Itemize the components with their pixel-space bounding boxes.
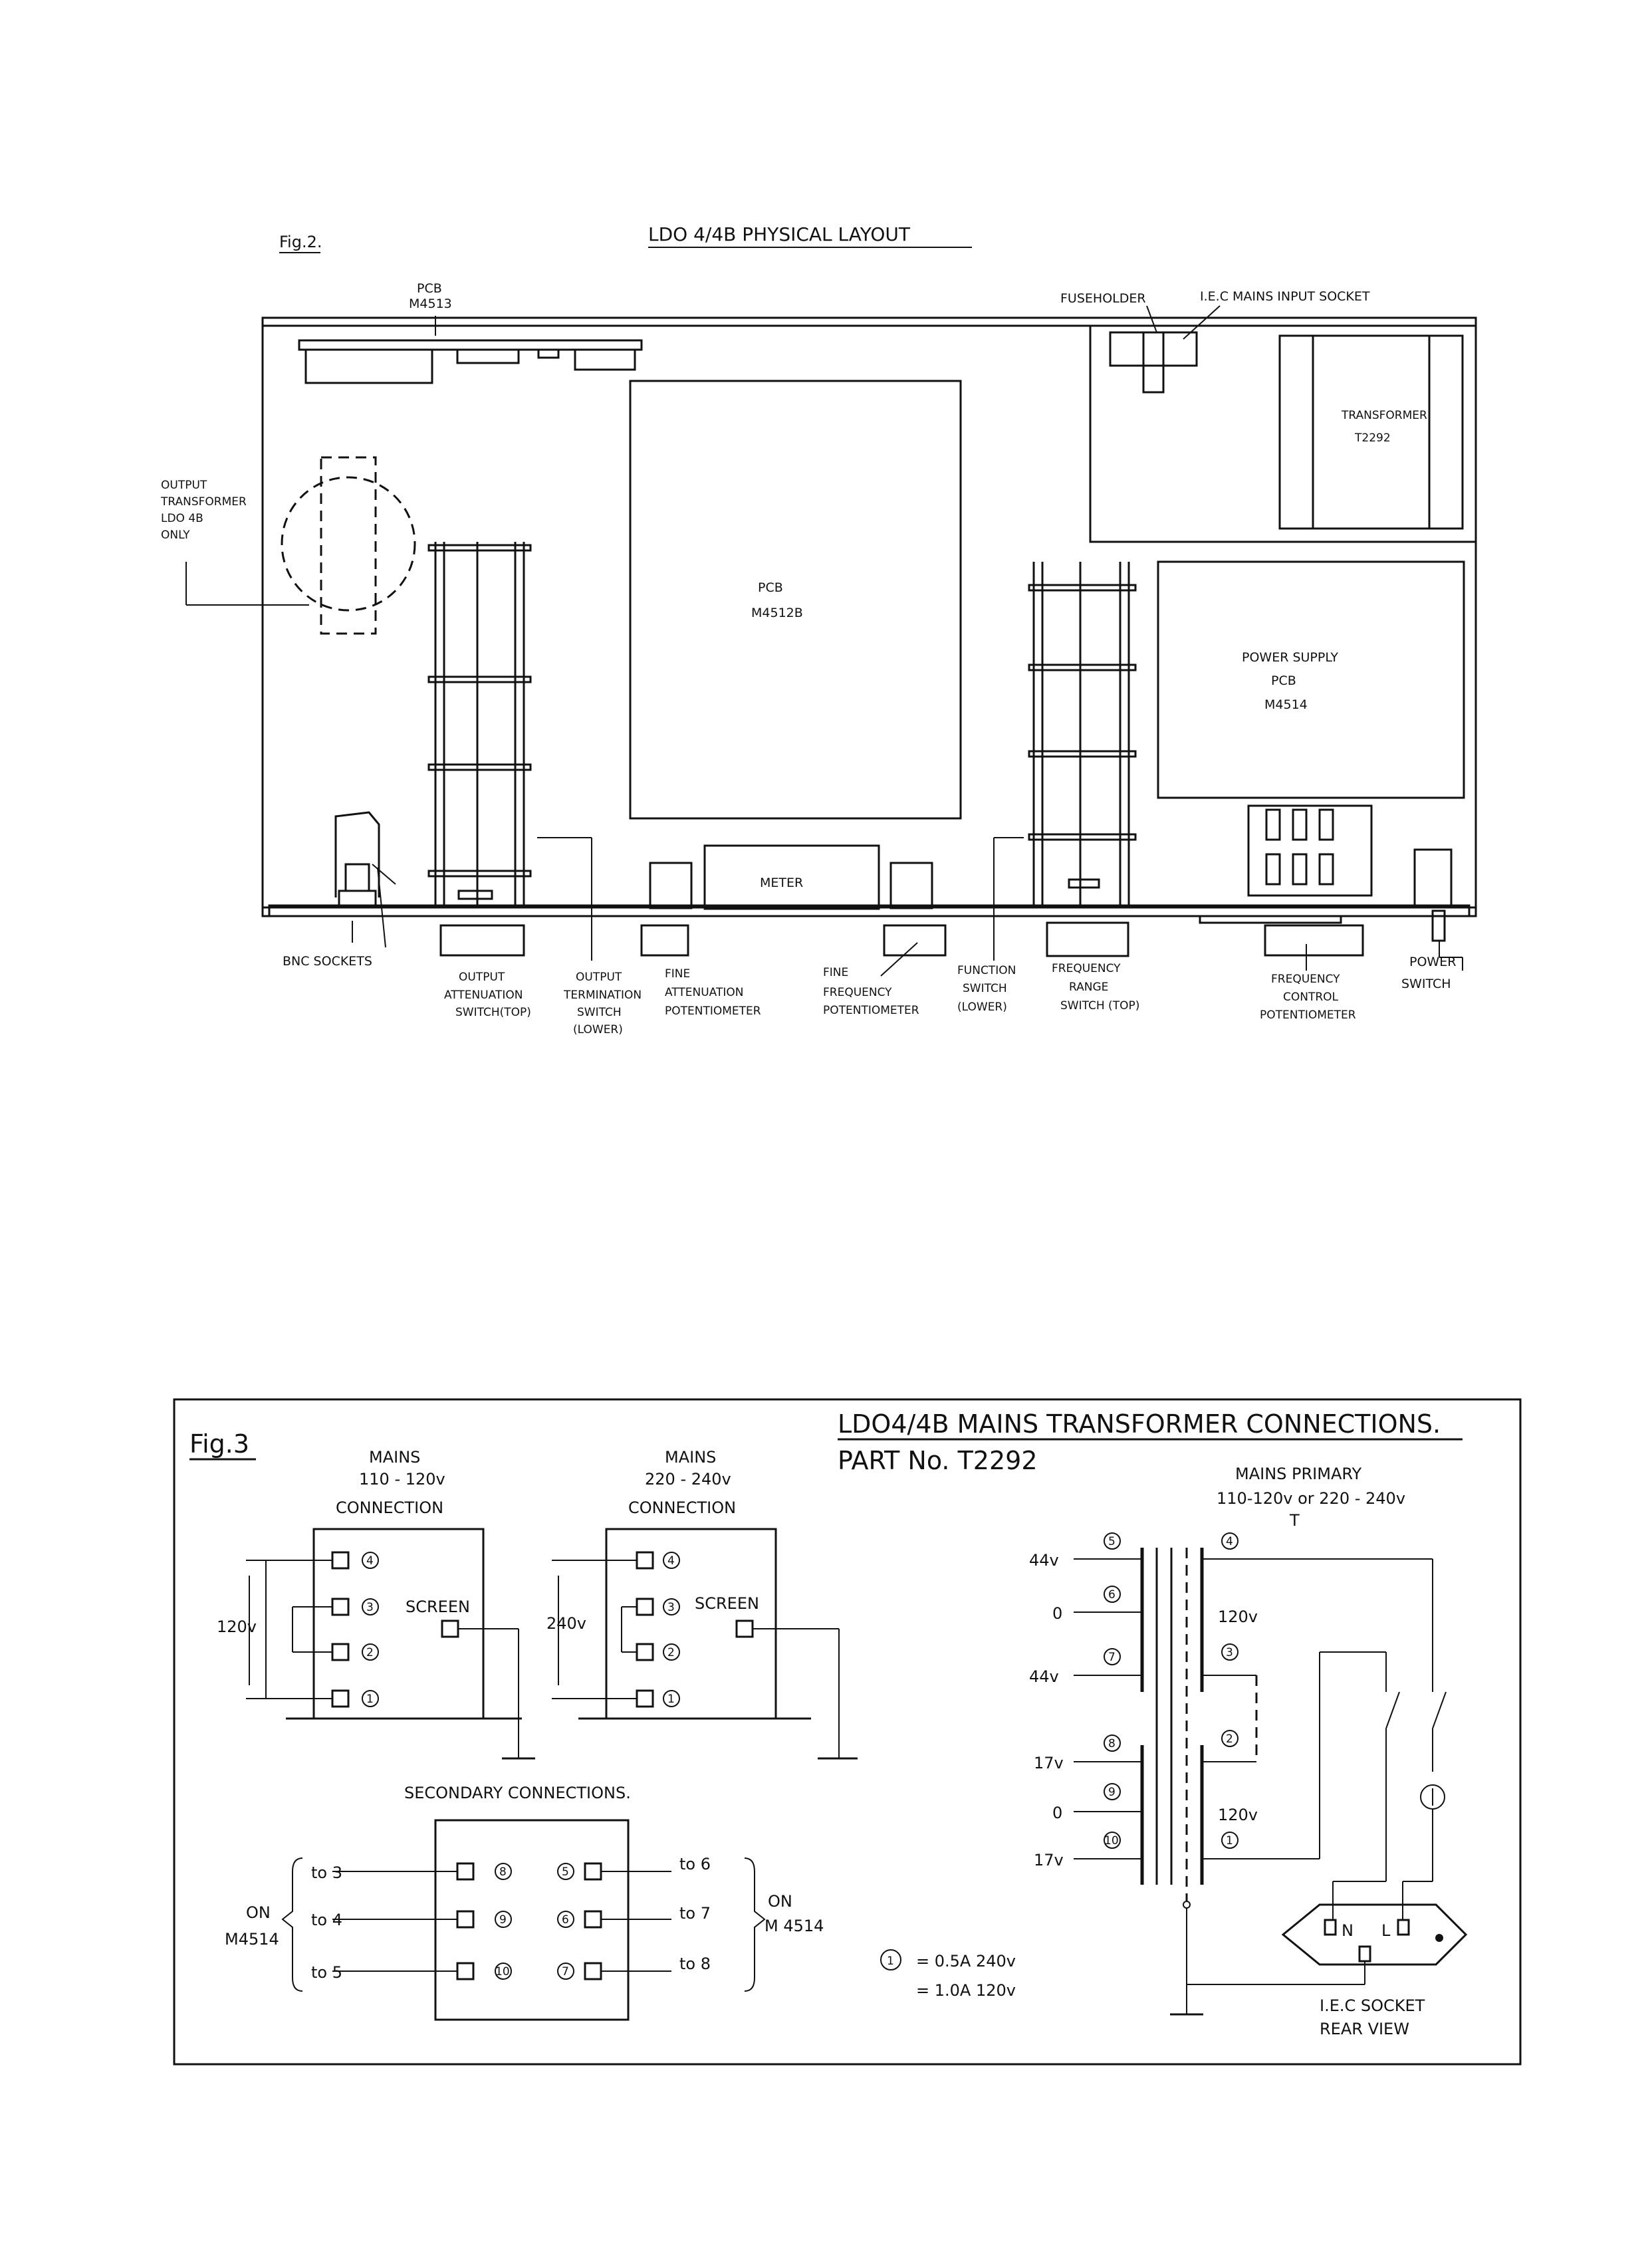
svg-text:2: 2: [1226, 1732, 1233, 1746]
svg-text:REAR VIEW: REAR VIEW: [1320, 2020, 1409, 2038]
svg-text:(LOWER): (LOWER): [957, 1001, 1007, 1014]
rear-compartment: [1090, 326, 1476, 542]
svg-text:to 3: to 3: [311, 1863, 342, 1882]
fine-attenuation-knob: [642, 925, 688, 955]
svg-text:7: 7: [562, 1965, 569, 1978]
svg-text:MAINS PRIMARY: MAINS PRIMARY: [1235, 1465, 1362, 1483]
svg-text:POTENTIOMETER: POTENTIOMETER: [1260, 1009, 1356, 1022]
fig2-front-labels: [444, 955, 1456, 1036]
svg-text:1: 1: [667, 1693, 675, 1706]
svg-text:PCB: PCB: [1271, 673, 1296, 688]
svg-text:240v: 240v: [546, 1614, 587, 1633]
svg-text:110 - 120v: 110 - 120v: [359, 1470, 445, 1489]
svg-text:CONTROL: CONTROL: [1283, 991, 1339, 1004]
svg-text:2: 2: [366, 1646, 374, 1659]
svg-text:44v: 44v: [1029, 1551, 1059, 1570]
transformer-t2292: [1280, 336, 1463, 529]
svg-text:I.E.C SOCKET: I.E.C SOCKET: [1320, 1996, 1425, 2015]
fig3-part: PART No. T2292: [838, 1446, 1038, 1475]
svg-text:44v: 44v: [1029, 1667, 1059, 1686]
svg-text:ATTENUATION: ATTENUATION: [665, 986, 744, 999]
svg-text:POTENTIOMETER: POTENTIOMETER: [665, 1005, 761, 1018]
svg-text:OUTPUT: OUTPUT: [161, 479, 207, 492]
svg-text:ONLY: ONLY: [161, 529, 190, 542]
svg-text:SWITCH: SWITCH: [577, 1006, 622, 1019]
svg-text:4: 4: [1226, 1535, 1233, 1548]
svg-text:ON: ON: [768, 1892, 792, 1911]
output-attenuation-switch: [429, 542, 531, 907]
svg-text:L: L: [1381, 1921, 1391, 1940]
svg-text:POWER SUPPLY: POWER SUPPLY: [1242, 650, 1338, 665]
svg-text:to 6: to 6: [679, 1855, 711, 1873]
svg-text:FINE: FINE: [665, 967, 691, 981]
svg-text:M4513: M4513: [409, 297, 452, 311]
svg-text:RANGE: RANGE: [1069, 981, 1109, 994]
svg-text:4: 4: [667, 1554, 675, 1568]
svg-text:T: T: [1290, 1511, 1300, 1530]
svg-text:7: 7: [1108, 1651, 1116, 1664]
svg-text:FUSEHOLDER: FUSEHOLDER: [1060, 291, 1146, 306]
svg-text:TRANSFORMER: TRANSFORMER: [161, 495, 247, 509]
svg-text:8: 8: [1108, 1737, 1116, 1750]
svg-text:6: 6: [562, 1913, 569, 1927]
svg-text:CONNECTION: CONNECTION: [336, 1498, 444, 1517]
svg-text:ON: ON: [246, 1903, 271, 1922]
svg-text:OUTPUT: OUTPUT: [576, 971, 622, 984]
svg-text:= 1.0A 120v: = 1.0A 120v: [916, 1981, 1016, 2000]
svg-text:3: 3: [1226, 1646, 1233, 1659]
frequency-range-knob: [1047, 923, 1128, 956]
svg-text:T2292: T2292: [1355, 431, 1391, 445]
fuse-note: [881, 1950, 1016, 2000]
fig3-title: LDO4/4B MAINS TRANSFORMER CONNECTIONS.: [838, 1409, 1441, 1439]
fuseholder: [1110, 332, 1197, 366]
svg-text:CONNECTION: CONNECTION: [628, 1498, 737, 1517]
svg-text:SWITCH: SWITCH: [1401, 977, 1451, 991]
svg-text:METER: METER: [760, 876, 804, 890]
svg-text:17v: 17v: [1034, 1754, 1064, 1772]
svg-text:0: 0: [1052, 1604, 1063, 1623]
svg-text:10: 10: [1104, 1834, 1119, 1848]
svg-text:5: 5: [1108, 1535, 1116, 1548]
svg-text:3: 3: [366, 1601, 374, 1614]
svg-text:M4512B: M4512B: [751, 606, 803, 620]
svg-text:TERMINATION: TERMINATION: [564, 989, 642, 1002]
svg-text:6: 6: [1108, 1588, 1116, 1602]
svg-text:to 7: to 7: [679, 1904, 711, 1923]
svg-text:SWITCH (TOP): SWITCH (TOP): [1060, 999, 1140, 1013]
svg-text:SCREEN: SCREEN: [695, 1594, 759, 1613]
svg-text:M4514: M4514: [1264, 697, 1308, 712]
svg-text:ATTENUATION: ATTENUATION: [444, 989, 523, 1002]
fig2-title: LDO 4/4B PHYSICAL LAYOUT: [648, 223, 910, 245]
svg-text:FREQUENCY: FREQUENCY: [1052, 962, 1121, 975]
svg-text:to 8: to 8: [679, 1955, 711, 1973]
frequency-control-knob: [1265, 925, 1363, 955]
svg-text:0: 0: [1052, 1804, 1063, 1822]
fig3-transformer-connections: [174, 1399, 1520, 2064]
fig3-label: Fig.3: [189, 1429, 250, 1459]
svg-text:TRANSFORMER: TRANSFORMER: [1342, 409, 1427, 422]
fig2-physical-layout: [160, 223, 1476, 1036]
svg-text:17v: 17v: [1034, 1851, 1064, 1869]
svg-text:1: 1: [366, 1693, 374, 1706]
bnc-sockets: [283, 812, 396, 969]
svg-text:to 4: to 4: [311, 1911, 342, 1929]
fine-attenuation-pot-body: [650, 863, 691, 908]
power-supply-components: [1248, 806, 1451, 906]
svg-text:120v: 120v: [1218, 1608, 1258, 1626]
output-transformer-outline: [160, 457, 415, 634]
mains-220-connection: [546, 1448, 858, 1758]
frequency-range-switch: [1029, 562, 1135, 907]
svg-text:2: 2: [667, 1646, 675, 1659]
svg-text:4: 4: [366, 1554, 374, 1568]
pcb-m4514: [1158, 562, 1464, 798]
svg-text:8: 8: [499, 1865, 507, 1879]
svg-text:SCREEN: SCREEN: [406, 1598, 470, 1616]
fig2-label: Fig.2.: [279, 233, 322, 251]
mains-110-connection: [217, 1448, 535, 1758]
svg-text:(LOWER): (LOWER): [573, 1023, 623, 1036]
svg-text:M 4514: M 4514: [765, 1917, 824, 1935]
svg-text:= 0.5A 240v: = 0.5A 240v: [916, 1952, 1016, 1970]
svg-text:FUNCTION: FUNCTION: [957, 964, 1016, 977]
fine-frequency-pot-body: [891, 863, 932, 908]
svg-text:I.E.C MAINS INPUT SOCKET: I.E.C MAINS INPUT SOCKET: [1200, 289, 1370, 304]
svg-text:MAINS: MAINS: [665, 1448, 717, 1467]
svg-text:PCB: PCB: [417, 281, 442, 296]
svg-text:MAINS: MAINS: [369, 1448, 421, 1467]
mains-primary-schematic: [1029, 1465, 1466, 2038]
pcb-m4513: [299, 281, 642, 383]
svg-text:to 5: to 5: [311, 1963, 342, 1982]
svg-text:120v: 120v: [217, 1617, 257, 1636]
svg-text:220 - 240v: 220 - 240v: [645, 1470, 731, 1489]
svg-text:120v: 120v: [1218, 1806, 1258, 1824]
svg-text:POTENTIOMETER: POTENTIOMETER: [823, 1004, 919, 1017]
secondary-connections: [225, 1784, 824, 2020]
svg-text:SWITCH: SWITCH: [963, 982, 1007, 995]
svg-text:9: 9: [1108, 1786, 1116, 1799]
output-attenuation-knob: [441, 925, 524, 955]
svg-text:SWITCH(TOP): SWITCH(TOP): [455, 1006, 531, 1019]
svg-text:9: 9: [499, 1913, 507, 1927]
svg-text:M4514: M4514: [225, 1930, 279, 1949]
svg-text:POWER: POWER: [1409, 955, 1457, 969]
svg-text:N: N: [1342, 1921, 1354, 1940]
fine-frequency-knob: [884, 925, 945, 955]
svg-text:1: 1: [887, 1955, 894, 1968]
svg-text:5: 5: [562, 1865, 569, 1879]
svg-text:FREQUENCY: FREQUENCY: [823, 986, 892, 999]
svg-text:10: 10: [495, 1965, 510, 1978]
svg-text:3: 3: [667, 1601, 675, 1614]
pcb-m4512b: [630, 381, 961, 818]
svg-text:PCB: PCB: [758, 580, 783, 595]
svg-text:LDO 4B: LDO 4B: [161, 512, 203, 525]
svg-text:FINE: FINE: [823, 966, 849, 979]
svg-text:110-120v or 220 - 240v: 110-120v or 220 - 240v: [1217, 1489, 1406, 1508]
svg-text:FREQUENCY: FREQUENCY: [1271, 973, 1340, 986]
svg-text:BNC SOCKETS: BNC SOCKETS: [283, 954, 372, 969]
svg-text:OUTPUT: OUTPUT: [459, 971, 505, 984]
svg-text:SECONDARY CONNECTIONS.: SECONDARY CONNECTIONS.: [404, 1784, 631, 1802]
svg-text:1: 1: [1226, 1834, 1233, 1848]
